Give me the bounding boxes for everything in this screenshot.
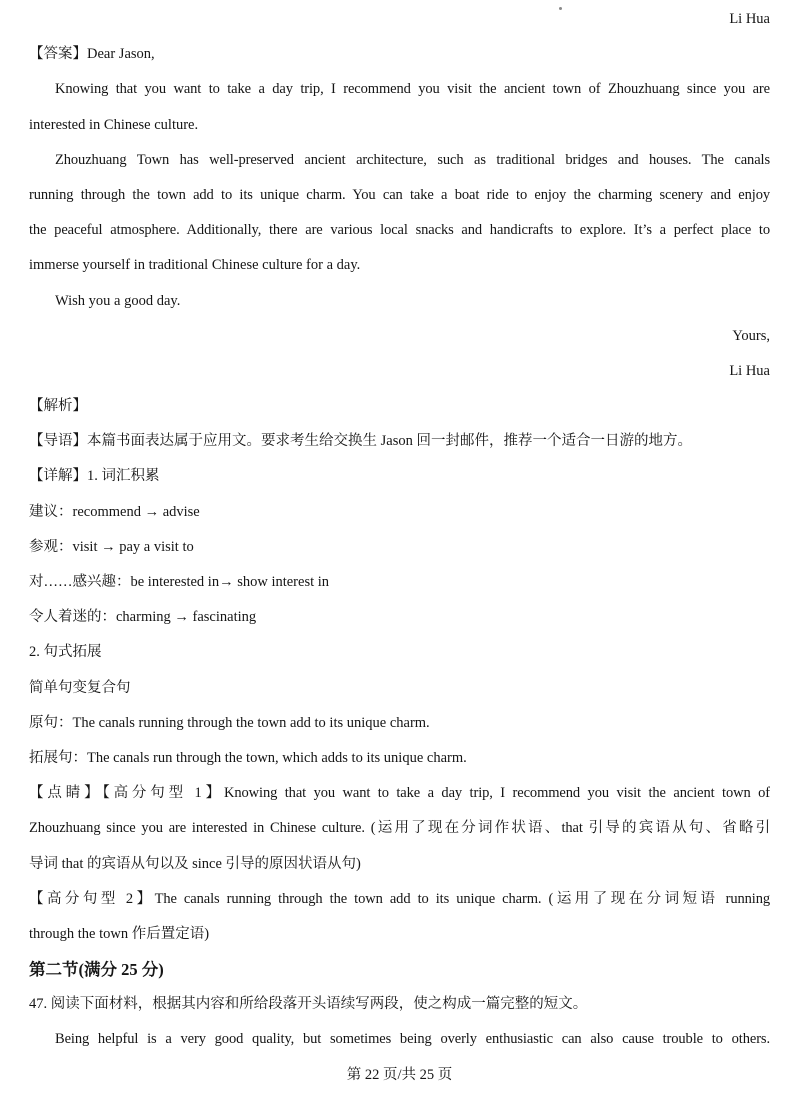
xiangjie-vocab-title: 【详解】1. 词汇积累	[29, 468, 160, 485]
dianjing-line: Zhouzhuang since you are interested in Chinese culture. (运用了现在分词作状语、that 引导的宾语从句、省略引	[29, 820, 770, 837]
daoyu-line: 【导语】本篇书面表达属于应用文。要求考生给交换生 Jason 回一封邮件，推荐一个适合一日游的地方。	[29, 433, 692, 450]
letter-body-line: Knowing that you want to take a day trip, I recommend you visit the ancient town of Zhouzhuang since you are	[55, 81, 770, 98]
high-score-sentence-2: 【高分句型 2】The canals running through the town add to its unique charm. (运用了现在分词短语 running	[29, 890, 770, 907]
answer-salutation: 【答案】Dear Jason,	[29, 46, 155, 63]
letter-body-line: the peaceful atmosphere. Additionally, there are various local snacks and handicrafts to explore. It’s a perfect place to	[29, 222, 770, 239]
letter-body-line: immerse yourself in traditional Chinese culture for a day.	[29, 257, 361, 274]
sentence-subtitle: 简单句变复合句	[29, 679, 131, 696]
material-opening-line: Being helpful is a very good quality, but sometimes being overly enthusiastic can also cause trouble to others.	[55, 1031, 770, 1048]
question-47-stem: 47. 阅读下面材料，根据其内容和所给段落开头语续写两段，使之构成一篇完整的短文。	[29, 996, 588, 1013]
dianjing-line: 导词 that 的宾语从句以及 since 引导的原因状语从句)	[29, 855, 361, 872]
vocab-line: 令人着迷的：charming → fascinating	[29, 609, 257, 626]
expanded-sentence: 拓展句：The canals run through the town, which adds to its unique charm.	[29, 749, 467, 766]
letter-closing-wish: Wish you a good day.	[55, 292, 181, 309]
letter-body-line: running through the town add to its unique charm. You can take a boat ride to enjoy the charming scenery and enjoy	[29, 186, 770, 203]
dianjing-line: 【点睛】【高分句型 1】Knowing that you want to take a day trip, I recommend you visit the ancient town of	[29, 785, 770, 802]
vocab-line: 参观：visit → pay a visit to	[29, 538, 194, 555]
page-number-footer: 第 22 页/共 25 页	[346, 1066, 453, 1083]
document-lines	[29, 2, 770, 1093]
vocab-line: 对……感兴趣：be interested in→ show interest in	[29, 574, 330, 590]
section-heading: 第二节(满分 25 分)	[29, 960, 164, 980]
high-score-sentence-2: through the town 作后置定语)	[29, 925, 210, 942]
analysis-label: 【解析】	[29, 398, 87, 415]
vocab-line: 建议：recommend → advise	[29, 503, 200, 520]
header-li-hua: Li Hua	[729, 11, 770, 27]
letter-body-line: interested in Chinese culture.	[29, 116, 199, 133]
letter-body-line: Zhouzhuang Town has well-preserved ancient architecture, such as traditional bridges and houses. The canals	[55, 151, 770, 168]
letter-signoff-name: Li Hua	[729, 362, 770, 379]
sentence-section-title: 2. 句式拓展	[29, 644, 102, 661]
letter-signoff-yours: Yours,	[732, 327, 770, 344]
original-sentence: 原句：The canals running through the town add to its unique charm.	[29, 714, 430, 731]
